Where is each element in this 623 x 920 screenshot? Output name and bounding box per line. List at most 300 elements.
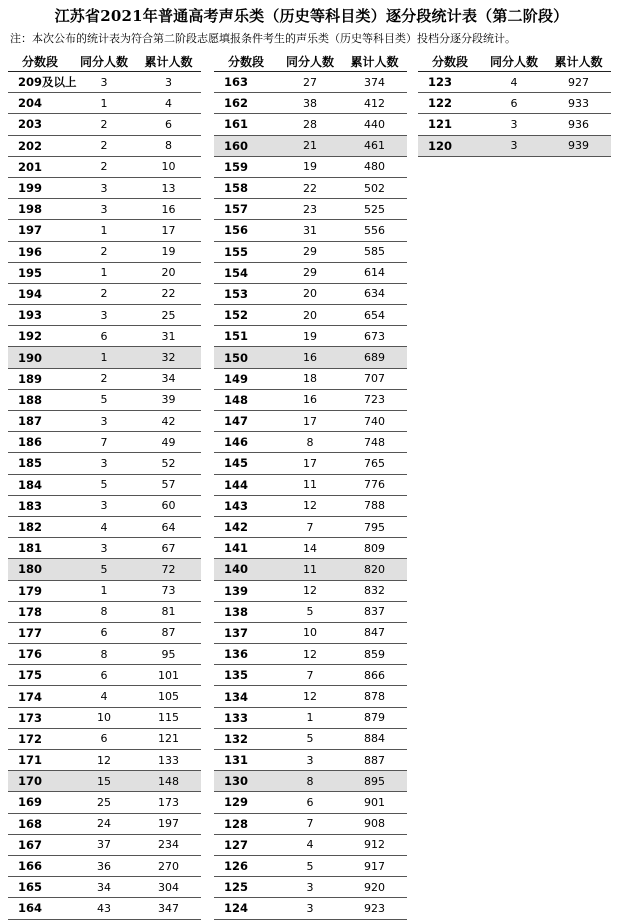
same-count-cell: 3 <box>278 877 342 898</box>
same-count-cell: 22 <box>278 177 342 198</box>
table-row <box>8 538 201 559</box>
score-cell: 195 <box>8 262 72 283</box>
cumulative-cell: 270 <box>136 855 201 876</box>
table-row <box>8 686 201 707</box>
cumulative-cell: 57 <box>136 474 201 495</box>
cumulative-cell: 121 <box>136 728 201 749</box>
table-row <box>214 326 407 347</box>
header-score: 分数段 <box>8 51 72 72</box>
cumulative-cell: 936 <box>546 114 611 135</box>
table-row <box>214 389 407 410</box>
cumulative-cell: 81 <box>136 601 201 622</box>
same-count-cell: 6 <box>482 93 546 114</box>
table-row <box>8 601 201 622</box>
table-row <box>8 813 201 834</box>
same-count-cell: 3 <box>72 72 136 93</box>
table-row <box>214 368 407 389</box>
header-cumulative: 累计人数 <box>546 51 611 72</box>
cumulative-cell: 13 <box>136 177 201 198</box>
cumulative-cell: 16 <box>136 199 201 220</box>
score-table-column-3 <box>418 51 611 157</box>
score-table-column-2 <box>214 51 407 920</box>
cumulative-cell: 347 <box>136 898 201 919</box>
same-count-cell: 5 <box>72 389 136 410</box>
same-count-cell: 43 <box>72 898 136 919</box>
cumulative-cell: 866 <box>342 665 407 686</box>
cumulative-cell: 25 <box>136 305 201 326</box>
same-count-cell: 20 <box>278 283 342 304</box>
cumulative-cell: 748 <box>342 432 407 453</box>
cumulative-cell: 809 <box>342 538 407 559</box>
same-count-cell: 31 <box>278 220 342 241</box>
cumulative-cell: 740 <box>342 411 407 432</box>
cumulative-cell: 923 <box>342 898 407 919</box>
score-cell: 130 <box>214 771 278 792</box>
table-row <box>8 368 201 389</box>
table-row <box>418 93 611 114</box>
score-cell: 199 <box>8 177 72 198</box>
cumulative-cell: 31 <box>136 326 201 347</box>
table-row <box>8 283 201 304</box>
table-row <box>418 114 611 135</box>
cumulative-cell: 72 <box>136 559 201 580</box>
score-cell: 197 <box>8 220 72 241</box>
score-cell: 171 <box>8 750 72 771</box>
same-count-cell: 11 <box>278 474 342 495</box>
score-cell: 168 <box>8 813 72 834</box>
table-row <box>8 411 201 432</box>
cumulative-cell: 585 <box>342 241 407 262</box>
score-cell: 164 <box>8 898 72 919</box>
same-count-cell: 2 <box>72 114 136 135</box>
score-cell: 155 <box>214 241 278 262</box>
score-cell: 120 <box>418 135 482 156</box>
same-count-cell: 8 <box>278 771 342 792</box>
same-count-cell: 6 <box>72 665 136 686</box>
cumulative-cell: 440 <box>342 114 407 135</box>
cumulative-cell: 912 <box>342 834 407 855</box>
score-cell: 149 <box>214 368 278 389</box>
same-count-cell: 2 <box>72 241 136 262</box>
cumulative-cell: 776 <box>342 474 407 495</box>
score-cell: 160 <box>214 135 278 156</box>
score-cell: 145 <box>214 453 278 474</box>
table-row <box>8 834 201 855</box>
cumulative-cell: 723 <box>342 389 407 410</box>
score-cell: 150 <box>214 347 278 368</box>
same-count-cell: 5 <box>72 559 136 580</box>
cumulative-cell: 17 <box>136 220 201 241</box>
cumulative-cell: 20 <box>136 262 201 283</box>
header-score: 分数段 <box>214 51 278 72</box>
score-cell: 141 <box>214 538 278 559</box>
cumulative-cell: 461 <box>342 135 407 156</box>
cumulative-cell: 673 <box>342 326 407 347</box>
table-row <box>214 199 407 220</box>
same-count-cell: 34 <box>72 877 136 898</box>
table-row <box>214 453 407 474</box>
score-cell: 157 <box>214 199 278 220</box>
same-count-cell: 1 <box>72 93 136 114</box>
same-count-cell: 3 <box>72 538 136 559</box>
same-count-cell: 12 <box>278 580 342 601</box>
table-row <box>214 474 407 495</box>
cumulative-cell: 832 <box>342 580 407 601</box>
score-cell: 179 <box>8 580 72 601</box>
header-cumulative: 累计人数 <box>342 51 407 72</box>
header-cumulative: 累计人数 <box>136 51 201 72</box>
table-row <box>8 728 201 749</box>
score-cell: 178 <box>8 601 72 622</box>
cumulative-cell: 234 <box>136 834 201 855</box>
cumulative-cell: 60 <box>136 495 201 516</box>
same-count-cell: 3 <box>278 750 342 771</box>
score-cell: 203 <box>8 114 72 135</box>
score-cell: 185 <box>8 453 72 474</box>
cumulative-cell: 73 <box>136 580 201 601</box>
table-row <box>214 750 407 771</box>
score-cell: 124 <box>214 898 278 919</box>
score-cell: 138 <box>214 601 278 622</box>
table-row <box>214 771 407 792</box>
table-row <box>214 135 407 156</box>
same-count-cell: 3 <box>72 453 136 474</box>
table-row <box>214 728 407 749</box>
score-cell: 134 <box>214 686 278 707</box>
cumulative-cell: 32 <box>136 347 201 368</box>
same-count-cell: 2 <box>72 135 136 156</box>
table-row <box>8 453 201 474</box>
cumulative-cell: 95 <box>136 644 201 665</box>
table-row <box>8 644 201 665</box>
score-cell: 182 <box>8 516 72 537</box>
same-count-cell: 27 <box>278 72 342 93</box>
score-cell: 204 <box>8 93 72 114</box>
score-cell: 154 <box>214 262 278 283</box>
table-row <box>214 898 407 919</box>
table-row <box>214 601 407 622</box>
table-row <box>8 347 201 368</box>
header-row <box>418 51 611 72</box>
same-count-cell: 12 <box>278 686 342 707</box>
same-count-cell: 1 <box>72 220 136 241</box>
score-cell: 133 <box>214 707 278 728</box>
score-cell: 126 <box>214 855 278 876</box>
cumulative-cell: 3 <box>136 72 201 93</box>
score-cell: 151 <box>214 326 278 347</box>
score-cell: 163 <box>214 72 278 93</box>
cumulative-cell: 101 <box>136 665 201 686</box>
table-row <box>8 665 201 686</box>
score-cell: 162 <box>214 93 278 114</box>
score-cell: 167 <box>8 834 72 855</box>
same-count-cell: 7 <box>278 665 342 686</box>
same-count-cell: 5 <box>278 855 342 876</box>
same-count-cell: 5 <box>278 728 342 749</box>
table-row <box>214 432 407 453</box>
cumulative-cell: 917 <box>342 855 407 876</box>
score-table <box>418 51 611 157</box>
score-cell: 127 <box>214 834 278 855</box>
table-row <box>8 622 201 643</box>
table-row <box>214 559 407 580</box>
table-row <box>214 665 407 686</box>
same-count-cell: 4 <box>72 686 136 707</box>
table-row <box>8 326 201 347</box>
score-cell: 152 <box>214 305 278 326</box>
cumulative-cell: 689 <box>342 347 407 368</box>
same-count-cell: 38 <box>278 93 342 114</box>
cumulative-cell: 6 <box>136 114 201 135</box>
score-cell: 188 <box>8 389 72 410</box>
cumulative-cell: 173 <box>136 792 201 813</box>
cumulative-cell: 634 <box>342 283 407 304</box>
same-count-cell: 19 <box>278 156 342 177</box>
page-title: 江苏省2021年普通高考声乐类（历史等科目类）逐分段统计表（第二阶段） <box>54 7 569 25</box>
cumulative-cell: 933 <box>546 93 611 114</box>
score-table-column-1 <box>8 51 201 920</box>
score-cell: 202 <box>8 135 72 156</box>
same-count-cell: 3 <box>72 199 136 220</box>
cumulative-cell: 22 <box>136 283 201 304</box>
same-count-cell: 17 <box>278 411 342 432</box>
table-row <box>8 855 201 876</box>
same-count-cell: 24 <box>72 813 136 834</box>
table-row <box>8 389 201 410</box>
table-row <box>8 877 201 898</box>
table-row <box>214 411 407 432</box>
table-row <box>8 792 201 813</box>
same-count-cell: 16 <box>278 347 342 368</box>
same-count-cell: 6 <box>278 792 342 813</box>
same-count-cell: 6 <box>72 728 136 749</box>
same-count-cell: 17 <box>278 453 342 474</box>
score-cell: 135 <box>214 665 278 686</box>
score-cell: 196 <box>8 241 72 262</box>
table-row <box>214 855 407 876</box>
cumulative-cell: 614 <box>342 262 407 283</box>
same-count-cell: 7 <box>278 813 342 834</box>
score-cell: 144 <box>214 474 278 495</box>
cumulative-cell: 765 <box>342 453 407 474</box>
score-cell: 181 <box>8 538 72 559</box>
same-count-cell: 15 <box>72 771 136 792</box>
same-count-cell: 10 <box>278 622 342 643</box>
score-cell: 128 <box>214 813 278 834</box>
same-count-cell: 3 <box>72 495 136 516</box>
cumulative-cell: 8 <box>136 135 201 156</box>
score-cell: 189 <box>8 368 72 389</box>
table-row <box>8 241 201 262</box>
score-cell: 158 <box>214 177 278 198</box>
cumulative-cell: 847 <box>342 622 407 643</box>
cumulative-cell: 879 <box>342 707 407 728</box>
same-count-cell: 19 <box>278 326 342 347</box>
score-cell: 209及以上 <box>8 72 72 93</box>
cumulative-cell: 34 <box>136 368 201 389</box>
cumulative-cell: 42 <box>136 411 201 432</box>
table-row <box>8 474 201 495</box>
score-cell: 169 <box>8 792 72 813</box>
score-cell: 183 <box>8 495 72 516</box>
score-table <box>214 51 407 920</box>
same-count-cell: 21 <box>278 135 342 156</box>
cumulative-cell: 820 <box>342 559 407 580</box>
cumulative-cell: 133 <box>136 750 201 771</box>
same-count-cell: 4 <box>72 516 136 537</box>
table-row <box>214 707 407 728</box>
cumulative-cell: 52 <box>136 453 201 474</box>
score-cell: 159 <box>214 156 278 177</box>
same-count-cell: 16 <box>278 389 342 410</box>
cumulative-cell: 878 <box>342 686 407 707</box>
table-row <box>214 516 407 537</box>
score-cell: 139 <box>214 580 278 601</box>
cumulative-cell: 939 <box>546 135 611 156</box>
table-row <box>418 135 611 156</box>
score-cell: 122 <box>418 93 482 114</box>
table-row <box>214 220 407 241</box>
same-count-cell: 6 <box>72 326 136 347</box>
same-count-cell: 2 <box>72 368 136 389</box>
table-row <box>8 72 201 93</box>
table-row <box>8 114 201 135</box>
same-count-cell: 6 <box>72 622 136 643</box>
score-cell: 201 <box>8 156 72 177</box>
same-count-cell: 12 <box>278 644 342 665</box>
score-cell: 142 <box>214 516 278 537</box>
score-cell: 146 <box>214 432 278 453</box>
table-row <box>214 877 407 898</box>
header-same-count: 同分人数 <box>278 51 342 72</box>
cumulative-cell: 859 <box>342 644 407 665</box>
same-count-cell: 37 <box>72 834 136 855</box>
score-cell: 172 <box>8 728 72 749</box>
same-count-cell: 29 <box>278 241 342 262</box>
table-row <box>214 93 407 114</box>
score-cell: 173 <box>8 707 72 728</box>
score-cell: 137 <box>214 622 278 643</box>
score-cell: 184 <box>8 474 72 495</box>
table-row <box>8 305 201 326</box>
cumulative-cell: 10 <box>136 156 201 177</box>
same-count-cell: 5 <box>278 601 342 622</box>
score-cell: 194 <box>8 283 72 304</box>
table-row <box>214 347 407 368</box>
same-count-cell: 3 <box>278 898 342 919</box>
cumulative-cell: 480 <box>342 156 407 177</box>
cumulative-cell: 788 <box>342 495 407 516</box>
same-count-cell: 29 <box>278 262 342 283</box>
table-row <box>8 177 201 198</box>
cumulative-cell: 115 <box>136 707 201 728</box>
cumulative-cell: 64 <box>136 516 201 537</box>
cumulative-cell: 197 <box>136 813 201 834</box>
table-row <box>418 72 611 93</box>
score-cell: 166 <box>8 855 72 876</box>
header-same-count: 同分人数 <box>482 51 546 72</box>
same-count-cell: 10 <box>72 707 136 728</box>
table-row <box>214 622 407 643</box>
table-row <box>8 432 201 453</box>
score-cell: 176 <box>8 644 72 665</box>
cumulative-cell: 148 <box>136 771 201 792</box>
same-count-cell: 2 <box>72 156 136 177</box>
score-cell: 136 <box>214 644 278 665</box>
same-count-cell: 1 <box>72 580 136 601</box>
table-row <box>214 813 407 834</box>
same-count-cell: 8 <box>72 601 136 622</box>
same-count-cell: 1 <box>72 262 136 283</box>
score-cell: 156 <box>214 220 278 241</box>
table-row <box>214 644 407 665</box>
cumulative-cell: 4 <box>136 93 201 114</box>
score-cell: 125 <box>214 877 278 898</box>
same-count-cell: 2 <box>72 283 136 304</box>
score-cell: 190 <box>8 347 72 368</box>
table-row <box>8 580 201 601</box>
table-row <box>214 241 407 262</box>
table-row <box>214 686 407 707</box>
cumulative-cell: 556 <box>342 220 407 241</box>
cumulative-cell: 525 <box>342 199 407 220</box>
table-row <box>8 516 201 537</box>
cumulative-cell: 895 <box>342 771 407 792</box>
same-count-cell: 1 <box>278 707 342 728</box>
score-cell: 186 <box>8 432 72 453</box>
score-cell: 153 <box>214 283 278 304</box>
table-row <box>214 72 407 93</box>
cumulative-cell: 39 <box>136 389 201 410</box>
cumulative-cell: 374 <box>342 72 407 93</box>
score-cell: 140 <box>214 559 278 580</box>
table-row <box>8 707 201 728</box>
table-row <box>8 262 201 283</box>
same-count-cell: 14 <box>278 538 342 559</box>
cumulative-cell: 67 <box>136 538 201 559</box>
cumulative-cell: 707 <box>342 368 407 389</box>
same-count-cell: 8 <box>72 644 136 665</box>
same-count-cell: 36 <box>72 855 136 876</box>
score-cell: 131 <box>214 750 278 771</box>
score-cell: 192 <box>8 326 72 347</box>
cumulative-cell: 19 <box>136 241 201 262</box>
cumulative-cell: 87 <box>136 622 201 643</box>
same-count-cell: 12 <box>72 750 136 771</box>
same-count-cell: 5 <box>72 474 136 495</box>
table-row <box>214 283 407 304</box>
same-count-cell: 3 <box>482 135 546 156</box>
same-count-cell: 4 <box>278 834 342 855</box>
same-count-cell: 20 <box>278 305 342 326</box>
cumulative-cell: 304 <box>136 877 201 898</box>
table-row <box>214 495 407 516</box>
cumulative-cell: 908 <box>342 813 407 834</box>
cumulative-cell: 795 <box>342 516 407 537</box>
same-count-cell: 3 <box>72 305 136 326</box>
score-cell: 165 <box>8 877 72 898</box>
same-count-cell: 18 <box>278 368 342 389</box>
table-row <box>8 220 201 241</box>
score-cell: 143 <box>214 495 278 516</box>
score-cell: 170 <box>8 771 72 792</box>
same-count-cell: 28 <box>278 114 342 135</box>
table-row <box>8 135 201 156</box>
table-row <box>8 93 201 114</box>
header-row <box>8 51 201 72</box>
score-cell: 161 <box>214 114 278 135</box>
table-note: 注：本次公布的统计表为符合第二阶段志愿填报条件考生的声乐类（历史等科目类）投档分逐分段统计。 <box>10 32 516 45</box>
